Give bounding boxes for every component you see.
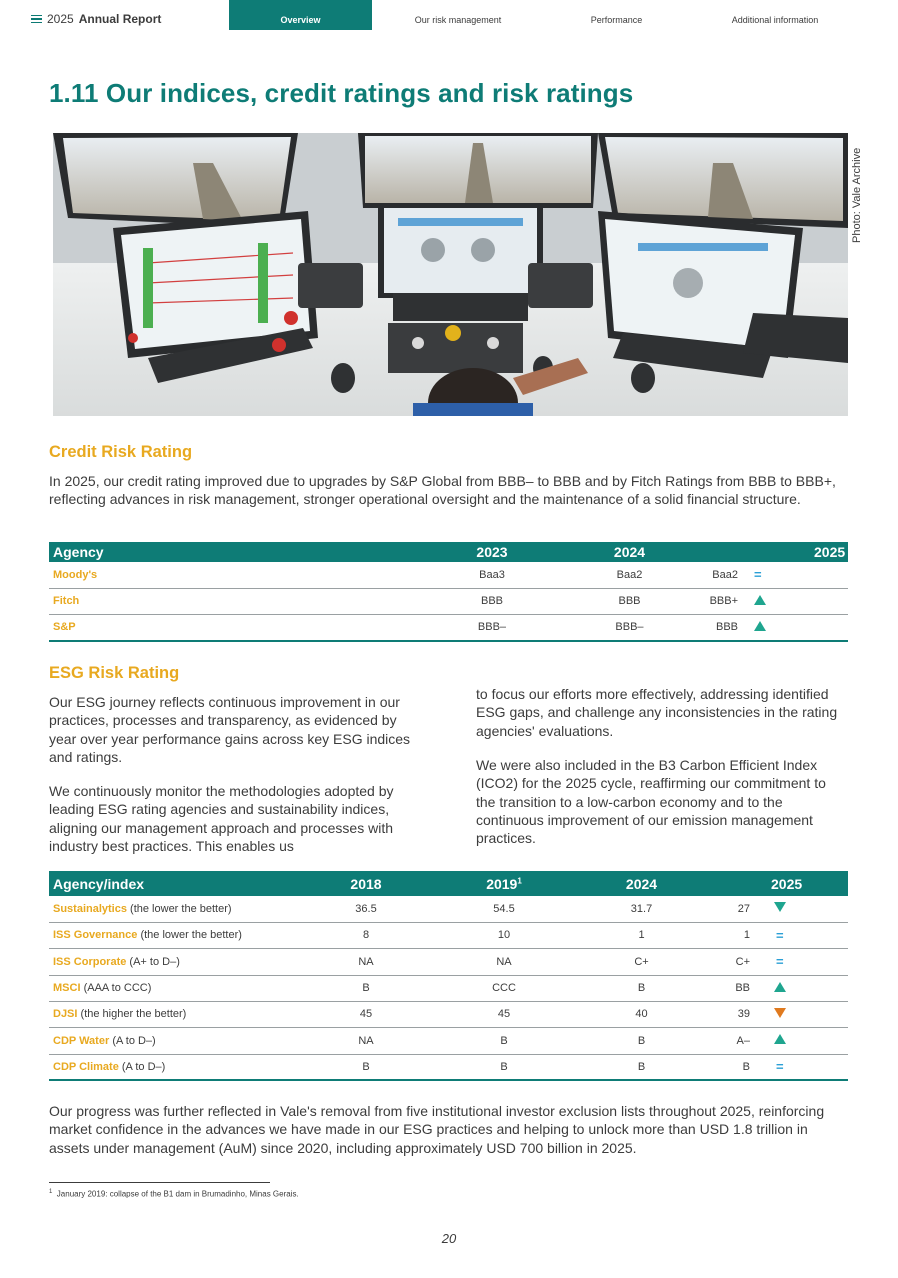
trend-equal-icon xyxy=(750,1054,848,1080)
credit-table-header xyxy=(49,542,848,562)
score-2024: C+ xyxy=(573,948,710,975)
rating-2025: BBB xyxy=(698,614,738,641)
score-2025: BB xyxy=(710,975,750,1001)
tab-overview[interactable]: Overview xyxy=(229,0,372,30)
trend-equal-symbol: = xyxy=(776,927,784,943)
rating-2024: BBB– xyxy=(561,614,698,641)
index-name: ISS Corporate xyxy=(53,955,127,968)
score-2025: 27 xyxy=(710,896,750,922)
esg-closing-paragraph: Our progress was further reflected in Vale's removal from five institutional investor exclusion lists throughout 2025, reinforcing market confidence in the advances we have made in our ESG practices and helping to unlock more than USD 1.8 trillion in assets under management (AuM) since 2020, including approximately USD 700 billion in 2025. xyxy=(49,1103,825,1156)
trend-equal-symbol: = xyxy=(754,567,762,583)
rating-2023: Baa3 xyxy=(423,562,561,588)
index-scale: (the lower the better) xyxy=(130,902,232,915)
trend-up-icon xyxy=(774,1034,786,1044)
agency-name: S&P xyxy=(49,614,423,641)
tab-performance[interactable]: Performance xyxy=(590,15,643,25)
esg-right-paragraph-2: We were also included in the B3 Carbon Efficient Index (ICO2) for the 2025 cycle, reaffirming our commitment to the transition to a low-carbon economy and to the continuous improvement of our emission management practices. xyxy=(476,757,826,847)
rating-2023: BBB xyxy=(423,588,561,614)
esg-row-cdp-climate xyxy=(49,1054,848,1080)
esg-row-djsi xyxy=(49,1001,848,1027)
score-2019: CCC xyxy=(435,975,573,1001)
esg-row-sustainalytics xyxy=(49,896,848,922)
credit-row-moodys xyxy=(49,562,848,588)
score-2019: 54.5 xyxy=(435,896,573,922)
esg-row-iss-corporate xyxy=(49,948,848,975)
credit-rating-table xyxy=(49,542,848,642)
esg-row-msci xyxy=(49,975,848,1001)
report-brand[interactable] xyxy=(31,12,161,26)
trend-equal-icon xyxy=(750,948,848,975)
esg-right-paragraph-1: to focus our efforts more effectively, addressing identified ESG gaps, and challenge any inconsistencies in the rating agencies' evaluations. xyxy=(476,686,838,739)
rating-2025: BBB+ xyxy=(698,588,738,614)
score-2018: NA xyxy=(297,948,435,975)
score-2025: 39 xyxy=(710,1001,750,1027)
rating-2023: BBB– xyxy=(423,614,561,641)
page-title: 1.11 Our indices, credit ratings and risk ratings xyxy=(49,78,634,108)
esg-rating-table xyxy=(49,871,848,1081)
esg-left-paragraph-1: Our ESG journey reflects continuous improvement in our practices, processes and transparency, as evidenced by year over year performance gains across key ESG indices and ratings. xyxy=(49,694,411,765)
esg-header-2019-footnote: 1 xyxy=(517,875,522,885)
page-number: 20 xyxy=(441,1231,457,1246)
score-2018: 8 xyxy=(297,922,435,948)
index-name: ISS Governance xyxy=(53,929,138,941)
rating-2024: Baa2 xyxy=(561,562,698,588)
trend-equal-icon xyxy=(750,922,848,948)
menu-icon[interactable] xyxy=(31,15,42,24)
score-2024: 1 xyxy=(573,922,710,948)
score-2018: NA xyxy=(297,1027,435,1054)
trend-equal-symbol: = xyxy=(776,1059,784,1075)
trend-equal-icon xyxy=(738,562,848,588)
score-2018: 36.5 xyxy=(297,896,435,922)
control-room-illustration xyxy=(53,133,848,416)
footnote-marker: 1 xyxy=(49,1189,53,1195)
score-2024: 31.7 xyxy=(573,896,710,922)
index-name: CDP Climate xyxy=(53,1060,119,1073)
score-2019: B xyxy=(435,1027,573,1054)
credit-risk-title: Credit Risk Rating xyxy=(49,443,193,461)
trend-equal-symbol: = xyxy=(776,954,784,969)
tab-risk-management[interactable]: Our risk management xyxy=(414,15,502,25)
esg-header-2024: 2024 xyxy=(573,871,710,896)
credit-row-fitch xyxy=(49,588,848,614)
index-scale: (the lower the better) xyxy=(140,929,242,941)
footnote xyxy=(49,1189,299,1199)
credit-header-2023: 2023 xyxy=(423,542,561,562)
score-2019: 45 xyxy=(435,1001,573,1027)
credit-header-2024: 2024 xyxy=(561,542,698,562)
index-name: MSCI xyxy=(53,982,81,994)
esg-header-2019-label: 2019 xyxy=(486,875,518,892)
index-name: CDP Water xyxy=(53,1034,110,1047)
rating-2024: BBB xyxy=(561,588,698,614)
esg-risk-title: ESG Risk Rating xyxy=(49,664,180,682)
index-name: DJSI xyxy=(53,1008,78,1020)
footnote-text: January 2019: collapse of the B1 dam in Brumadinho, Minas Gerais. xyxy=(56,1189,299,1199)
trend-up-icon xyxy=(774,982,786,992)
score-2024: B xyxy=(573,1054,710,1080)
top-navigation xyxy=(0,0,898,30)
esg-row-cdp-water xyxy=(49,1027,848,1054)
esg-left-paragraph-2: We continuously monitor the methodologies adopted by leading ESG rating agencies and sustainability indices, aligning our management approach and processes with industry best practices. This enables us xyxy=(49,783,394,854)
score-2019: NA xyxy=(435,948,573,975)
index-scale: (the higher the better) xyxy=(80,1008,187,1020)
score-2018: 45 xyxy=(297,1001,435,1027)
agency-name: Moody's xyxy=(49,562,423,588)
footnote-divider xyxy=(49,1182,270,1183)
esg-table-header xyxy=(49,871,848,896)
score-2024: 40 xyxy=(573,1001,710,1027)
score-2024: B xyxy=(573,1027,710,1054)
score-2019: 10 xyxy=(435,922,573,948)
index-scale: (A to D–) xyxy=(112,1034,156,1047)
score-2025: B xyxy=(710,1054,750,1080)
score-2024: B xyxy=(573,975,710,1001)
esg-row-iss-governance xyxy=(49,922,848,948)
esg-header-2019 xyxy=(435,871,573,896)
score-2025: C+ xyxy=(710,948,750,975)
score-2018: B xyxy=(297,1054,435,1080)
index-scale: (AAA to CCC) xyxy=(83,982,152,994)
score-2025: A– xyxy=(710,1027,750,1054)
rating-2025: Baa2 xyxy=(698,562,738,588)
report-year: 2025 xyxy=(47,12,74,26)
esg-header-2018: 2018 xyxy=(297,871,435,896)
photo-credit: Photo: Vale Archive xyxy=(851,147,863,243)
trend-up-icon xyxy=(754,621,766,631)
credit-header-2025: 2025 xyxy=(698,542,848,562)
score-2019: B xyxy=(435,1054,573,1080)
credit-risk-text: In 2025, our credit rating improved due to upgrades by S&P Global from BBB– to BBB and by Fitch Ratings from BBB to BBB+, reflecting advances in risk management, stronger operational oversight and the maintenance of a solid financial structure. xyxy=(49,473,836,508)
score-2025: 1 xyxy=(710,922,750,948)
trend-up-icon xyxy=(754,595,766,605)
credit-row-sp xyxy=(49,614,848,641)
score-2018: B xyxy=(297,975,435,1001)
credit-header-agency: Agency xyxy=(49,542,423,562)
esg-header-agency: Agency/index xyxy=(49,871,297,896)
index-scale: (A to D–) xyxy=(121,1060,166,1073)
tab-additional-information[interactable]: Additional information xyxy=(731,15,819,25)
trend-down-improved-icon xyxy=(774,902,786,912)
control-room-photo xyxy=(53,133,848,416)
index-scale: (A+ to D–) xyxy=(129,955,180,968)
index-name: Sustainalytics xyxy=(53,902,127,915)
agency-name: Fitch xyxy=(49,588,423,614)
trend-down-worsened-icon xyxy=(774,1008,786,1018)
report-name: Annual Report xyxy=(78,12,162,26)
esg-header-2025: 2025 xyxy=(710,871,848,896)
